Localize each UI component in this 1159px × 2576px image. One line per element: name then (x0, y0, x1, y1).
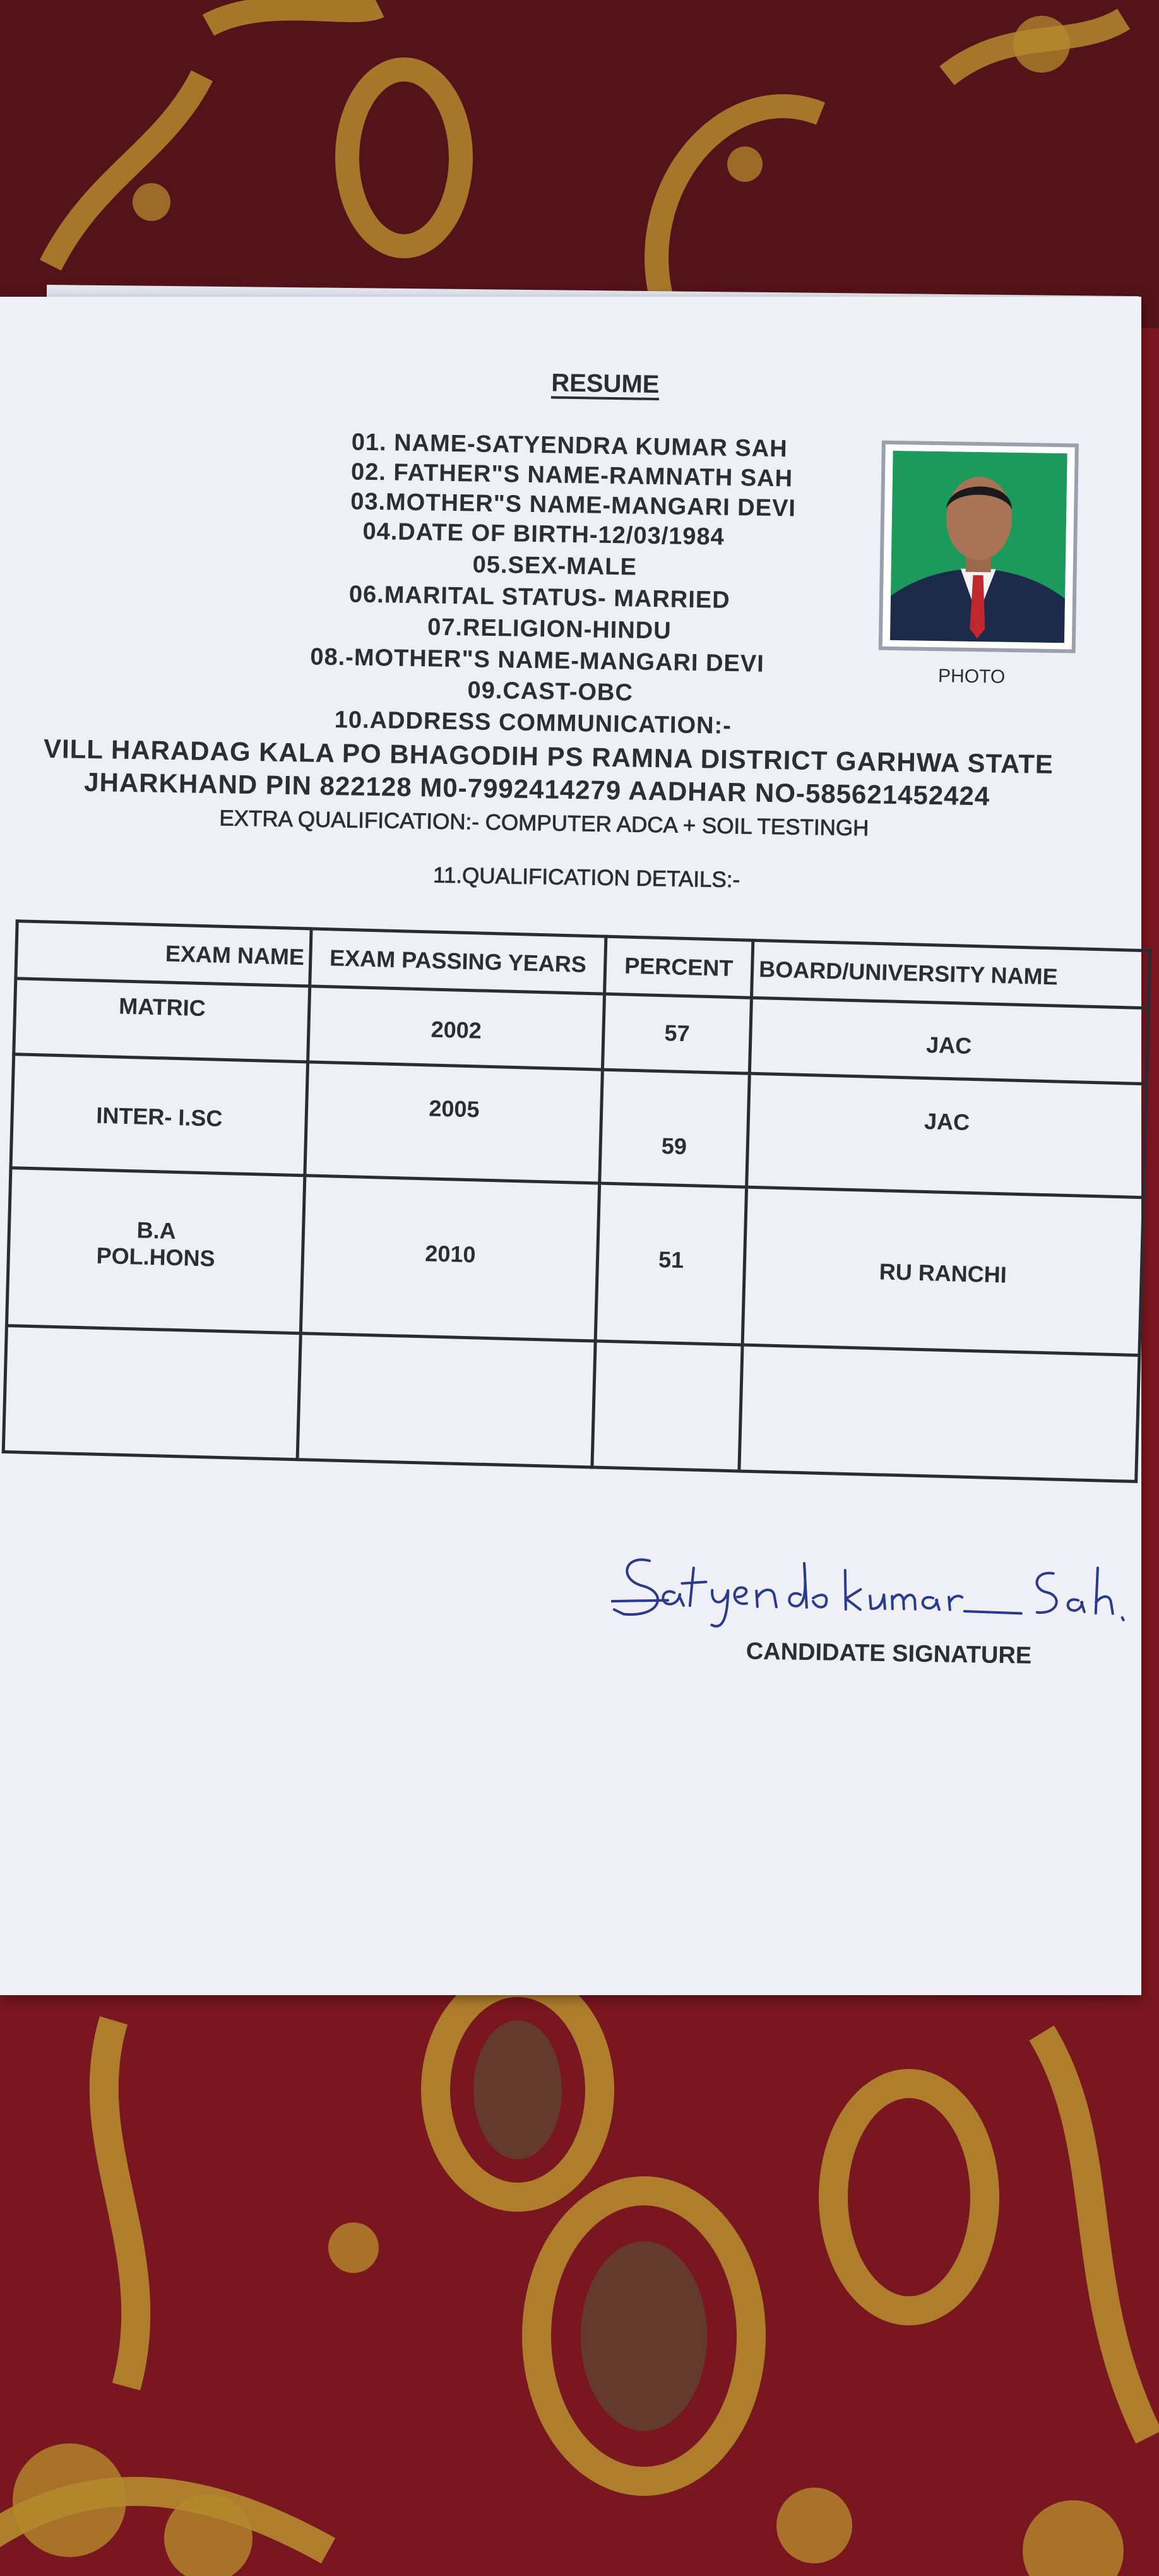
carpet-background-top (0, 0, 1159, 328)
address-heading: 10.ADDRESS COMMUNICATION:- (334, 707, 732, 739)
field-religion: 07.RELIGION-HINDU (427, 614, 672, 645)
cell-exam: MATRIC (14, 979, 310, 1062)
cell-percent: 57 (602, 994, 751, 1073)
cell-percent: 51 (595, 1183, 747, 1345)
resume-document (0, 288, 1154, 2004)
cell-exam (6, 1168, 305, 1333)
cell-year: 2005 (305, 1062, 602, 1183)
empty-cell (3, 1326, 301, 1460)
cell-board: JAC (747, 1073, 1146, 1197)
field-father: 02. FATHER"S NAME-RAMNATH SAH (350, 458, 793, 492)
cell-year: 2002 (308, 986, 604, 1070)
cell-board: JAC (750, 998, 1149, 1083)
header-passing-years: EXAM PASSING YEARS (310, 929, 606, 994)
cell-year: 2010 (301, 1176, 600, 1341)
table-row (6, 1168, 1143, 1356)
field-mother: 03.MOTHER"S NAME-MANGARI DEVI (350, 488, 797, 522)
field-dob: 04.DATE OF BIRTH-12/03/1984 (362, 518, 725, 551)
qualification-heading: 11.QUALIFICATION DETAILS:- (432, 862, 740, 893)
extra-qualification: EXTRA QUALIFICATION:- COMPUTER ADCA + SOIL TESTINGH (219, 806, 869, 841)
photo-frame (879, 441, 1079, 653)
cell-exam-line-2: POL.HONS (96, 1242, 216, 1272)
qualification-table (2, 919, 1152, 1483)
header-percent: PERCENT (605, 936, 754, 998)
candidate-photo (890, 451, 1067, 643)
resume-title: RESUME (550, 369, 660, 399)
empty-cell (298, 1333, 596, 1467)
address-line-2: JHARKHAND PIN 822128 M0-7992414279 AADHAR NO-585621452424 (83, 766, 990, 811)
cell-percent: 59 (600, 1070, 750, 1187)
cell-exam-line-1: B.A (136, 1217, 177, 1244)
field-marital: 06.MARITAL STATUS- MARRIED (348, 581, 730, 614)
address-line-1: VILL HARADAG KALA PO BHAGODIH PS RAMNA DISTRICT GARHWA STATE (43, 733, 1054, 780)
empty-cell (592, 1341, 742, 1471)
header-exam-name: EXAM NAME (16, 921, 312, 986)
header-board: BOARD/UNIVERSITY NAME (752, 940, 1150, 1008)
field-mother-repeat: 08.-MOTHER"S NAME-MANGARI DEVI (310, 643, 765, 677)
photo-label: PHOTO (937, 665, 1006, 688)
signature-label: CANDIDATE SIGNATURE (746, 1638, 1032, 1669)
field-sex: 05.SEX-MALE (472, 551, 638, 581)
handwritten-signature (610, 1535, 1142, 1638)
cell-exam: INTER- I.SC (11, 1054, 308, 1176)
resume-sheet (0, 297, 1141, 1995)
cell-board: RU RANCHI (742, 1187, 1143, 1355)
empty-cell (739, 1345, 1139, 1481)
carpet-background-bottom (0, 1983, 1159, 2576)
field-cast: 09.CAST-OBC (467, 677, 634, 707)
field-name: 01. NAME-SATYENDRA KUMAR SAH (351, 429, 788, 463)
